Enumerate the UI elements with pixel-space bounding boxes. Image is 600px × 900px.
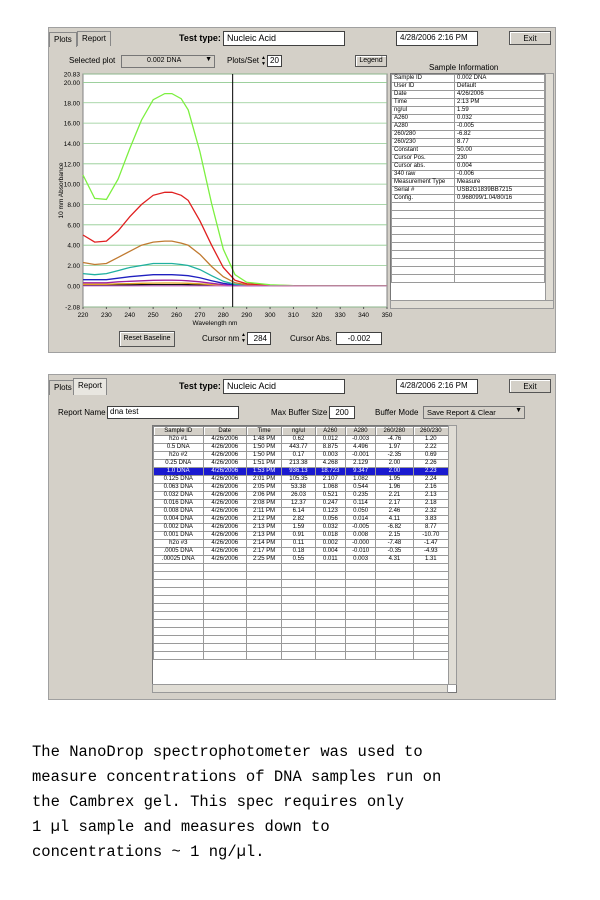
- table-cell: 1.068: [315, 484, 345, 492]
- report-grid: [152, 425, 457, 693]
- table-cell: 0.62: [282, 436, 315, 444]
- datetime-field: 4/28/2006 2:16 PM: [396, 31, 478, 46]
- sample-info-value: 0.002 DNA: [455, 75, 545, 83]
- column-header[interactable]: 260/230: [413, 427, 448, 436]
- x-tick-label: 260: [171, 312, 182, 319]
- table-row[interactable]: [154, 468, 449, 476]
- reset-baseline-button[interactable]: Reset Baseline: [119, 331, 175, 347]
- column-header[interactable]: Sample ID: [154, 427, 204, 436]
- sample-info-row: [392, 83, 545, 91]
- exit-button[interactable]: Exit: [509, 379, 551, 393]
- table-cell: 2:25 PM: [246, 556, 281, 564]
- table-cell: 0.114: [345, 500, 375, 508]
- sample-info-row: [392, 195, 545, 203]
- test-type-field[interactable]: Nucleic Acid: [223, 31, 345, 46]
- table-row[interactable]: [154, 476, 449, 484]
- sample-info-value: 2:13 PM: [455, 99, 545, 107]
- table-cell: -2.35: [376, 452, 413, 460]
- table-cell: -7.48: [376, 540, 413, 548]
- table-cell: -0.35: [376, 548, 413, 556]
- empty-table-row: [154, 628, 449, 636]
- sample-info-key: Serial #: [392, 187, 455, 195]
- table-cell: -0.003: [345, 436, 375, 444]
- table-cell: -6.82: [376, 524, 413, 532]
- table-cell: 1.97: [376, 444, 413, 452]
- column-header[interactable]: A280: [345, 427, 375, 436]
- sample-info-value: -0.006: [455, 171, 545, 179]
- table-cell: 3.83: [413, 516, 448, 524]
- table-cell: 2.24: [413, 476, 448, 484]
- column-header[interactable]: ng/ul: [282, 427, 315, 436]
- table-cell: 0.018: [315, 532, 345, 540]
- sample-info-row: [392, 179, 545, 187]
- table-cell: -10.70: [413, 532, 448, 540]
- sample-info-row: [392, 147, 545, 155]
- sample-info-row: [392, 187, 545, 195]
- table-cell: 0.18: [282, 548, 315, 556]
- sample-info-empty-row: [392, 275, 545, 283]
- table-cell: 936.13: [282, 468, 315, 476]
- table-cell: 2.15: [376, 532, 413, 540]
- sample-info-key: Cursor Pos.: [392, 155, 455, 163]
- absorbance-chart[interactable]: [49, 68, 393, 328]
- plots-per-set-stepper-icon[interactable]: ▲ ▼: [261, 55, 266, 67]
- x-tick-label: 230: [100, 312, 112, 319]
- max-buffer-input[interactable]: 200: [329, 406, 355, 419]
- table-cell: 4/26/2006: [203, 484, 246, 492]
- table-cell: 4/26/2006: [203, 516, 246, 524]
- report-vscroll[interactable]: [448, 425, 457, 685]
- sample-info-value: USB2G1839BB7215: [455, 187, 545, 195]
- table-cell: 1.0 DNA: [154, 468, 204, 476]
- sample-info-value: -0.005: [455, 123, 545, 131]
- report-table: [153, 426, 449, 660]
- sample-info-empty-row: [392, 203, 545, 211]
- y-tick-label: 8.00: [67, 201, 80, 209]
- x-tick-label: 300: [264, 312, 276, 319]
- datetime-field: 4/28/2006 2:16 PM: [396, 379, 478, 394]
- table-cell: 0.125 DNA: [154, 476, 204, 484]
- column-header[interactable]: A260: [315, 427, 345, 436]
- table-cell: 4/26/2006: [203, 468, 246, 476]
- table-cell: .0005 DNA: [154, 548, 204, 556]
- y-tick-label: 14.00: [63, 140, 80, 148]
- x-tick-label: 220: [77, 312, 89, 319]
- sample-info-row: [392, 155, 545, 163]
- table-cell: 2.46: [376, 508, 413, 516]
- table-cell: 0.032 DNA: [154, 492, 204, 500]
- x-tick-label: 270: [194, 312, 206, 319]
- table-row[interactable]: [154, 444, 449, 452]
- table-cell: 0.003: [345, 556, 375, 564]
- x-tick-label: 290: [241, 312, 253, 319]
- table-cell: 443.77: [282, 444, 315, 452]
- cursor-nm-stepper-icon[interactable]: ▲ ▼: [241, 332, 246, 344]
- sample-info-key: Cursor abs.: [392, 163, 455, 171]
- table-cell: -4.93: [413, 548, 448, 556]
- table-cell: 0.002 DNA: [154, 524, 204, 532]
- table-cell: 4/26/2006: [203, 548, 246, 556]
- column-header[interactable]: Date: [203, 427, 246, 436]
- selected-plot-label: Selected plot: [69, 56, 116, 65]
- table-cell: 0.001 DNA: [154, 532, 204, 540]
- table-cell: 0.014: [345, 516, 375, 524]
- table-cell: 6.14: [282, 508, 315, 516]
- table-cell: 0.016 DNA: [154, 500, 204, 508]
- table-cell: 0.004 DNA: [154, 516, 204, 524]
- table-row[interactable]: [154, 508, 449, 516]
- legend-button[interactable]: Legend: [355, 55, 387, 67]
- table-cell: 4/26/2006: [203, 436, 246, 444]
- sample-info-value: 0.968099/1.04/80/16: [455, 195, 545, 203]
- table-cell: 1.96: [376, 484, 413, 492]
- test-type-label: Test type:: [179, 33, 221, 43]
- table-cell: 4.268: [315, 460, 345, 468]
- max-buffer-label: Max Buffer Size: [271, 408, 328, 417]
- y-tick-label: 2.00: [67, 263, 80, 271]
- table-cell: 1:50 PM: [246, 444, 281, 452]
- table-row[interactable]: [154, 436, 449, 444]
- plots-window: [48, 27, 556, 353]
- sample-info-empty-row: [392, 243, 545, 251]
- empty-table-row: [154, 620, 449, 628]
- sample-info-value: 50.00: [455, 147, 545, 155]
- table-cell: 2.13: [413, 492, 448, 500]
- table-cell: -0.001: [345, 452, 375, 460]
- caption-text: The NanoDrop spectrophotometer was used to measure concentrations of DNA samples run on the Cambrex gel. This spec requires only 1 µl sample and measures down to concentrations ~ 1 ng/µl.: [32, 743, 442, 861]
- table-cell: 4/26/2006: [203, 532, 246, 540]
- x-axis-label: Wavelength nm: [192, 320, 238, 327]
- sample-info-title: Sample Information: [429, 63, 499, 72]
- table-cell: 2:06 PM: [246, 492, 281, 500]
- table-cell: 4.11: [376, 516, 413, 524]
- y-tick-label: 6.00: [67, 222, 80, 230]
- table-cell: 2:05 PM: [246, 484, 281, 492]
- sample-info-value: 0.004: [455, 163, 545, 171]
- table-cell: 0.17: [282, 452, 315, 460]
- table-cell: 0.5 DNA: [154, 444, 204, 452]
- y-tick-label: 16.00: [63, 120, 80, 128]
- sample-info-key: A260: [392, 115, 455, 123]
- sample-info-empty-row: [392, 219, 545, 227]
- table-row[interactable]: [154, 516, 449, 524]
- sample-info-vscroll[interactable]: [545, 73, 554, 309]
- sample-info-key: Constant: [392, 147, 455, 155]
- table-cell: 26.03: [282, 492, 315, 500]
- table-cell: 2.18: [413, 500, 448, 508]
- chevron-down-icon: ▼: [515, 407, 522, 414]
- sample-info-panel: [390, 73, 554, 309]
- table-cell: 1.082: [345, 476, 375, 484]
- y-tick-label: 10.00: [63, 181, 80, 189]
- table-cell: 0.11: [282, 540, 315, 548]
- buffer-mode-dropdown[interactable]: [423, 406, 525, 419]
- sample-info-table: [391, 74, 545, 283]
- sample-info-value: Default: [455, 83, 545, 91]
- sample-info-value: 230: [455, 155, 545, 163]
- x-tick-label: 330: [334, 312, 346, 319]
- table-cell: 2:17 PM: [246, 548, 281, 556]
- empty-table-row: [154, 564, 449, 572]
- test-type-field[interactable]: Nucleic Acid: [223, 379, 345, 394]
- column-header[interactable]: 260/280: [376, 427, 413, 436]
- table-cell: 2.17: [376, 500, 413, 508]
- table-cell: 0.25 DNA: [154, 460, 204, 468]
- sample-info-value: 0.032: [455, 115, 545, 123]
- cursor-abs-field: -0.002: [336, 332, 382, 345]
- table-cell: 0.544: [345, 484, 375, 492]
- table-cell: 2.82: [282, 516, 315, 524]
- sample-info-key: 260/230: [392, 139, 455, 147]
- table-cell: 2.129: [345, 460, 375, 468]
- sample-info-row: [392, 131, 545, 139]
- table-cell: 4/26/2006: [203, 524, 246, 532]
- table-cell: 18.723: [315, 468, 345, 476]
- table-row[interactable]: [154, 556, 449, 564]
- y-tick-label: -2.08: [65, 304, 80, 312]
- x-tick-label: 250: [147, 312, 159, 319]
- y-tick-label: 18.00: [63, 100, 80, 108]
- y-tick-label: 20.83: [63, 71, 80, 79]
- table-row[interactable]: [154, 452, 449, 460]
- table-row[interactable]: [154, 524, 449, 532]
- sample-info-row: [392, 75, 545, 83]
- table-cell: 53.38: [282, 484, 315, 492]
- exit-button[interactable]: Exit: [509, 31, 551, 45]
- table-cell: 0.003: [315, 452, 345, 460]
- table-cell: 0.063 DNA: [154, 484, 204, 492]
- table-cell: -1.47: [413, 540, 448, 548]
- table-cell: 2.21: [376, 492, 413, 500]
- x-tick-label: 310: [288, 312, 299, 319]
- selected-plot-dropdown[interactable]: [121, 55, 215, 68]
- table-cell: 2:13 PM: [246, 524, 281, 532]
- column-header[interactable]: Time: [246, 427, 281, 436]
- cursor-nm-field[interactable]: 284: [247, 332, 271, 345]
- table-cell: 1:50 PM: [246, 452, 281, 460]
- table-cell: 4/26/2006: [203, 540, 246, 548]
- table-cell: 4/26/2006: [203, 460, 246, 468]
- table-cell: 2:14 PM: [246, 540, 281, 548]
- table-cell: 2:08 PM: [246, 500, 281, 508]
- sample-info-key: Sample ID: [392, 75, 455, 83]
- empty-table-row: [154, 580, 449, 588]
- sample-info-key: User ID: [392, 83, 455, 91]
- empty-table-row: [154, 612, 449, 620]
- sample-info-row: [392, 115, 545, 123]
- sample-info-key: ng/ul: [392, 107, 455, 115]
- table-cell: 2.00: [376, 468, 413, 476]
- table-cell: 0.247: [315, 500, 345, 508]
- empty-table-row: [154, 604, 449, 612]
- plot-area: [83, 74, 387, 307]
- plots-per-set-field[interactable]: 20: [267, 55, 282, 67]
- x-tick-label: 350: [381, 312, 393, 319]
- sample-info-value: 1.59: [455, 107, 545, 115]
- table-cell: 0.235: [345, 492, 375, 500]
- table-cell: 2.23: [413, 468, 448, 476]
- sample-info-row: [392, 99, 545, 107]
- cursor-abs-label: Cursor Abs.: [290, 334, 332, 343]
- sample-info-empty-row: [392, 227, 545, 235]
- table-cell: .00025 DNA: [154, 556, 204, 564]
- table-row[interactable]: [154, 548, 449, 556]
- y-tick-label: 12.00: [63, 161, 80, 169]
- sample-info-row: [392, 139, 545, 147]
- x-tick-label: 280: [217, 312, 229, 319]
- empty-table-row: [154, 652, 449, 660]
- empty-table-row: [154, 636, 449, 644]
- table-row[interactable]: [154, 484, 449, 492]
- table-cell: 0.056: [315, 516, 345, 524]
- table-cell: 2.32: [413, 508, 448, 516]
- sample-info-empty-row: [392, 211, 545, 219]
- x-tick-label: 340: [358, 312, 370, 319]
- sample-info-row: [392, 163, 545, 171]
- table-cell: 0.008: [345, 532, 375, 540]
- table-cell: 4.496: [345, 444, 375, 452]
- table-cell: 8.875: [315, 444, 345, 452]
- table-cell: 0.69: [413, 452, 448, 460]
- tab-report[interactable]: Report: [77, 31, 111, 46]
- table-cell: 213.38: [282, 460, 315, 468]
- sample-info-empty-row: [392, 259, 545, 267]
- table-row[interactable]: [154, 540, 449, 548]
- sample-info-empty-row: [392, 267, 545, 275]
- table-cell: 0.032: [315, 524, 345, 532]
- sample-info-hscroll[interactable]: [390, 300, 554, 309]
- table-row[interactable]: [154, 460, 449, 468]
- table-cell: 2:01 PM: [246, 476, 281, 484]
- tab-plots[interactable]: Plots: [49, 32, 77, 47]
- table-cell: 4/26/2006: [203, 500, 246, 508]
- table-cell: 0.002: [315, 540, 345, 548]
- table-row[interactable]: [154, 532, 449, 540]
- table-cell: 0.004: [315, 548, 345, 556]
- buffer-mode-label: Buffer Mode: [375, 408, 419, 417]
- sample-info-row: [392, 123, 545, 131]
- cursor-nm-label: Cursor nm: [202, 334, 240, 343]
- table-cell: 0.050: [345, 508, 375, 516]
- table-cell: 1:51 PM: [246, 460, 281, 468]
- y-tick-label: 4.00: [67, 242, 80, 250]
- sample-info-key: Measurement Type: [392, 179, 455, 187]
- sample-info-key: Config.: [392, 195, 455, 203]
- table-cell: 2:13 PM: [246, 532, 281, 540]
- table-cell: 105.35: [282, 476, 315, 484]
- y-tick-label: 20.00: [63, 79, 80, 87]
- table-cell: 8.77: [413, 524, 448, 532]
- test-type-label: Test type:: [179, 381, 221, 391]
- table-cell: 2.22: [413, 444, 448, 452]
- table-cell: 4/26/2006: [203, 492, 246, 500]
- table-cell: h2o #3: [154, 540, 204, 548]
- sample-info-value: 8.77: [455, 139, 545, 147]
- sample-info-key: Date: [392, 91, 455, 99]
- table-cell: h2o #1: [154, 436, 204, 444]
- selected-plot-value: 0.002 DNA: [147, 57, 182, 64]
- sample-info-empty-row: [392, 235, 545, 243]
- table-cell: 0.008 DNA: [154, 508, 204, 516]
- table-cell: 9.347: [345, 468, 375, 476]
- table-cell: 1:48 PM: [246, 436, 281, 444]
- table-cell: 1.31: [413, 556, 448, 564]
- tab-plots[interactable]: Plots: [49, 380, 77, 395]
- report-window: [48, 374, 556, 700]
- table-cell: 2.26: [413, 460, 448, 468]
- table-cell: h2o #2: [154, 452, 204, 460]
- sample-info-value: Measure: [455, 179, 545, 187]
- table-cell: 0.012: [315, 436, 345, 444]
- table-cell: 4/26/2006: [203, 476, 246, 484]
- sample-info-empty-row: [392, 251, 545, 259]
- plots-per-set-label: Plots/Set: [227, 56, 260, 65]
- sample-info-row: [392, 171, 545, 179]
- table-cell: 2.00: [376, 460, 413, 468]
- table-cell: 4/26/2006: [203, 452, 246, 460]
- sample-info-key: 260/280: [392, 131, 455, 139]
- table-cell: 0.521: [315, 492, 345, 500]
- y-axis-label: 10 mm Absorbance: [58, 162, 65, 219]
- tab-report[interactable]: Report: [73, 378, 107, 395]
- report-hscroll[interactable]: [152, 684, 448, 693]
- chevron-down-icon: ▼: [205, 56, 212, 63]
- table-cell: -0.005: [345, 524, 375, 532]
- table-cell: -0.010: [345, 548, 375, 556]
- buffer-mode-value: Save Report & Clear: [427, 408, 496, 417]
- table-cell: -4.76: [376, 436, 413, 444]
- table-cell: 1.59: [282, 524, 315, 532]
- table-cell: 1.20: [413, 436, 448, 444]
- table-cell: 1:53 PM: [246, 468, 281, 476]
- x-tick-label: 240: [124, 312, 136, 319]
- table-cell: 2:11 PM: [246, 508, 281, 516]
- sample-info-key: 340 raw: [392, 171, 455, 179]
- sample-info-key: Time: [392, 99, 455, 107]
- report-name-input[interactable]: dna test: [107, 406, 239, 419]
- empty-table-row: [154, 596, 449, 604]
- table-row[interactable]: [154, 500, 449, 508]
- x-tick-label: 320: [311, 312, 323, 319]
- sample-info-value: 4/26/2006: [455, 91, 545, 99]
- table-cell: 4/26/2006: [203, 444, 246, 452]
- table-cell: 12.37: [282, 500, 315, 508]
- table-cell: 4/26/2006: [203, 556, 246, 564]
- table-cell: 4/26/2006: [203, 508, 246, 516]
- table-cell: 0.55: [282, 556, 315, 564]
- table-cell: 1.95: [376, 476, 413, 484]
- table-cell: 2.16: [413, 484, 448, 492]
- empty-table-row: [154, 644, 449, 652]
- empty-table-row: [154, 588, 449, 596]
- sample-info-key: A280: [392, 123, 455, 131]
- sample-info-row: [392, 107, 545, 115]
- table-cell: 0.123: [315, 508, 345, 516]
- table-cell: 0.91: [282, 532, 315, 540]
- table-row[interactable]: [154, 492, 449, 500]
- sample-info-value: -6.82: [455, 131, 545, 139]
- table-cell: 2.107: [315, 476, 345, 484]
- table-cell: 2:12 PM: [246, 516, 281, 524]
- table-cell: -0.000: [345, 540, 375, 548]
- sample-info-row: [392, 91, 545, 99]
- report-name-label: Report Name: [58, 408, 106, 417]
- empty-table-row: [154, 572, 449, 580]
- table-cell: 4.31: [376, 556, 413, 564]
- y-tick-label: 0.00: [67, 283, 80, 291]
- table-cell: 0.011: [315, 556, 345, 564]
